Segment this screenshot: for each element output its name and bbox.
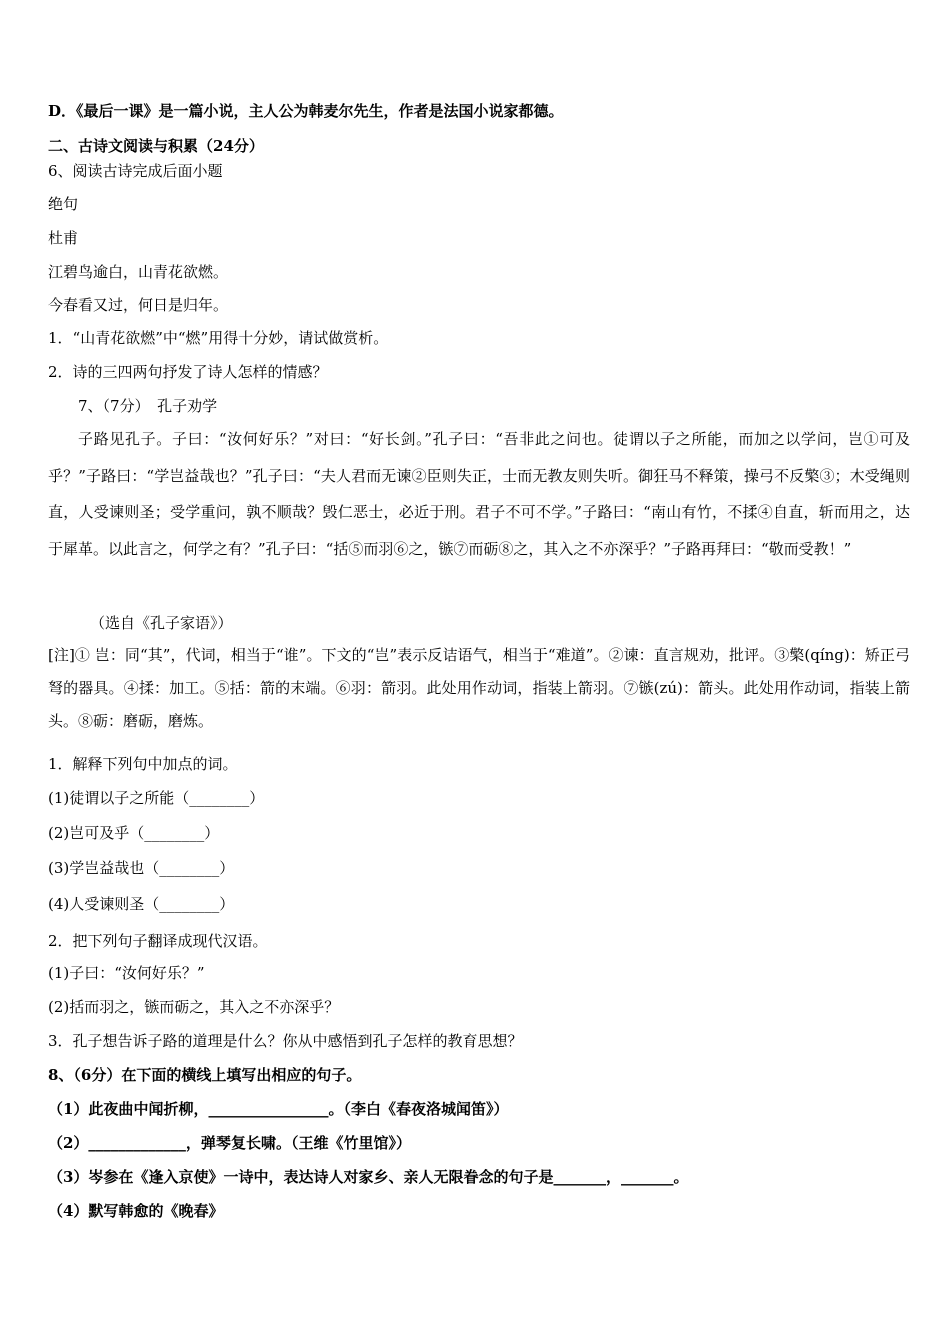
fill-item-1: (1)徒谓以子之所能（________） <box>48 789 265 807</box>
fill-item-4: (4)人受谏则圣（________） <box>48 895 235 913</box>
translate-item-1: (1)子曰：“汝何好乐？” <box>48 964 205 982</box>
passage-notes: [注]① 岂：同“其”，代词，相当于“谁”。下文的“岂”表示反诘语气，相当于“难道”。②谏：直言规劝，批评。③檠(qíng)：矫正弓弩的器具。④揉：加工。⑤括：箭的末端。⑥羽：箭羽。此处用作动词，指装上箭羽。⑦镞(zú)：箭头。此处用作动词，指装上箭头。⑧砺：磨砺，磨炼。 <box>48 646 910 730</box>
question-8-item-1: （1）此夜曲中闻折柳，________________。（李白《春夜洛城闻笛》） <box>48 1100 509 1118</box>
translate-item-2: (2)括而羽之，镞而砺之，其入之不亦深乎？ <box>48 998 340 1016</box>
section-heading: 二、古诗文阅读与积累（24分） <box>48 137 264 155</box>
question-8-item-3: （3）岑参在《逢入京使》一诗中，表达诗人对家乡、亲人无限眷念的句子是_______，_______。 <box>48 1168 689 1186</box>
question-7-sub-3: 3．孔子想告诉子路的道理是什么？你从中感悟到孔子怎样的教育思想？ <box>48 1032 523 1050</box>
fill-item-3: (3)学岂益哉也（________） <box>48 859 235 877</box>
question-8-item-4: （4）默写韩愈的《晚春》 <box>48 1202 224 1220</box>
question-7-heading: 7、（7分） 孔子劝学 <box>78 397 218 415</box>
question-6-sub-2: 2．诗的三四两句抒发了诗人怎样的情感？ <box>48 363 328 381</box>
poem-title: 绝句 <box>48 195 79 213</box>
question-6-prompt: 6、阅读古诗完成后面小题 <box>48 162 223 180</box>
passage-source: （选自《孔子家语》） <box>90 614 233 632</box>
question-8-heading: 8、（6分）在下面的横线上填写出相应的句子。 <box>48 1066 362 1084</box>
question-7-sub-2: 2．把下列句子翻译成现代汉语。 <box>48 932 268 950</box>
fill-item-2: (2)岂可及乎（________） <box>48 824 220 842</box>
poem-line-2: 今春看又过，何日是归年。 <box>48 296 229 314</box>
option-d: D．《最后一课》是一篇小说，主人公为韩麦尔先生，作者是法国小说家都德。 <box>48 102 564 120</box>
question-7-sub-1: 1．解释下列句中加点的词。 <box>48 755 238 773</box>
question-6-sub-1: 1．“山青花欲燃”中“燃”用得十分妙，请试做赏析。 <box>48 329 389 347</box>
poem-author: 杜甫 <box>48 229 79 247</box>
question-8-item-2: （2）_____________，弹琴复长啸。（王维《竹里馆》） <box>48 1134 411 1152</box>
question-7-passage: 子路见孔子。子曰：“汝何好乐？”对曰：“好长剑。”孔子曰：“吾非此之问也。徒谓以子之所能，而加之以学问，岂①可及乎？”子路曰：“学岂益哉也？”孔子曰：“夫人君而无谏②臣则失正，士而无教友则失听。御狂马不释策，操弓不反檠③；木受绳则直，人受谏则圣；受学重问，孰不顺哉？毁仁恶士，必近于刑。君子不可不学。”子路曰：“南山有竹，不揉④自直，斩而用之，达于犀革。以此言之，何学之有？”孔子曰：“括⑤而羽⑥之，镞⑦而砺⑧之，其入之不亦深乎？”子路再拜曰：“敬而受教！” <box>48 430 910 558</box>
poem-line-1: 江碧鸟逾白，山青花欲燃。 <box>48 263 229 281</box>
